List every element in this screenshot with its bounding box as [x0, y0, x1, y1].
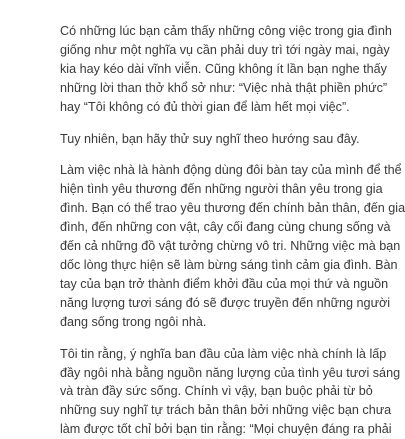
text-line: làm được tốt chỉ bởi bạn tin rằng: “Mọi chuyện đáng ra phải: [60, 422, 392, 437]
text-line: đình. Bạn có thể trao yêu thương đến chính bản thân, đến gia: [60, 201, 405, 216]
text-line: giống như một nghĩa vụ cần phải duy trì tới ngày mai, ngày: [60, 42, 390, 57]
text-line: Làm việc nhà là hành động dùng đôi bàn tay của mình để thể: [60, 163, 402, 178]
paragraph-4: [60, 345, 401, 439]
text-line: Tuy nhiên, bạn hãy thử suy nghĩ theo hướng sau đây.: [60, 131, 360, 146]
paragraph-gap: [60, 332, 350, 345]
text-line: đình, đến những con vật, cây cối đang cùng chung sống và: [60, 220, 391, 235]
text-line: và tràn đầy sức sống. Chính vì vậy, bạn buộc phải từ bỏ: [60, 384, 373, 399]
text-line: những suy nghĩ tự trách bản thân bởi những việc bạn chưa: [60, 403, 392, 418]
paragraph-gap: [60, 148, 350, 161]
paragraph-3: [60, 161, 405, 331]
paragraph-gap: [60, 117, 350, 130]
text-line: hay “Tôi không có đủ thời gian để làm hết mọi việc”.: [60, 99, 350, 114]
text-line: Có những lúc bạn cảm thấy những công việc trong gia đình: [60, 24, 392, 38]
paragraph-2: [60, 130, 360, 149]
text-line: năng lượng tươi sáng đó sẽ được truyền đến những người: [60, 295, 391, 310]
page-text: [60, 22, 405, 439]
text-line: đang sống trong ngôi nhà.: [60, 314, 207, 329]
text-line: kia hay kéo dài vĩnh viễn. Cũng không ít lần bạn nghe thấy: [60, 61, 387, 76]
text-line: đến cả những đồ vật tưởng chừng vô tri. Những việc mà bạn: [60, 239, 401, 254]
text-line: Tôi tin rằng, ý nghĩa ban đầu của làm việc nhà chính là lấp: [60, 346, 387, 361]
text-line: đầy ngôi nhà bằng nguồn năng lượng của tình yêu tươi sáng: [60, 365, 401, 380]
text-line: những lời than thở khổ sở như: “Việc nhà thật phiền phức”: [60, 80, 388, 95]
text-line: hiện tình yêu thương đến những người thân yêu trong gia: [60, 182, 383, 197]
text-line: dốc lòng thực hiện sẽ làm bừng sáng tình cảm gia đình. Bàn: [60, 257, 398, 272]
text-line: tay của bạn trở thành điểm khởi đầu của mọi thứ và nguồn: [60, 276, 389, 291]
paragraph-1: [60, 22, 392, 117]
